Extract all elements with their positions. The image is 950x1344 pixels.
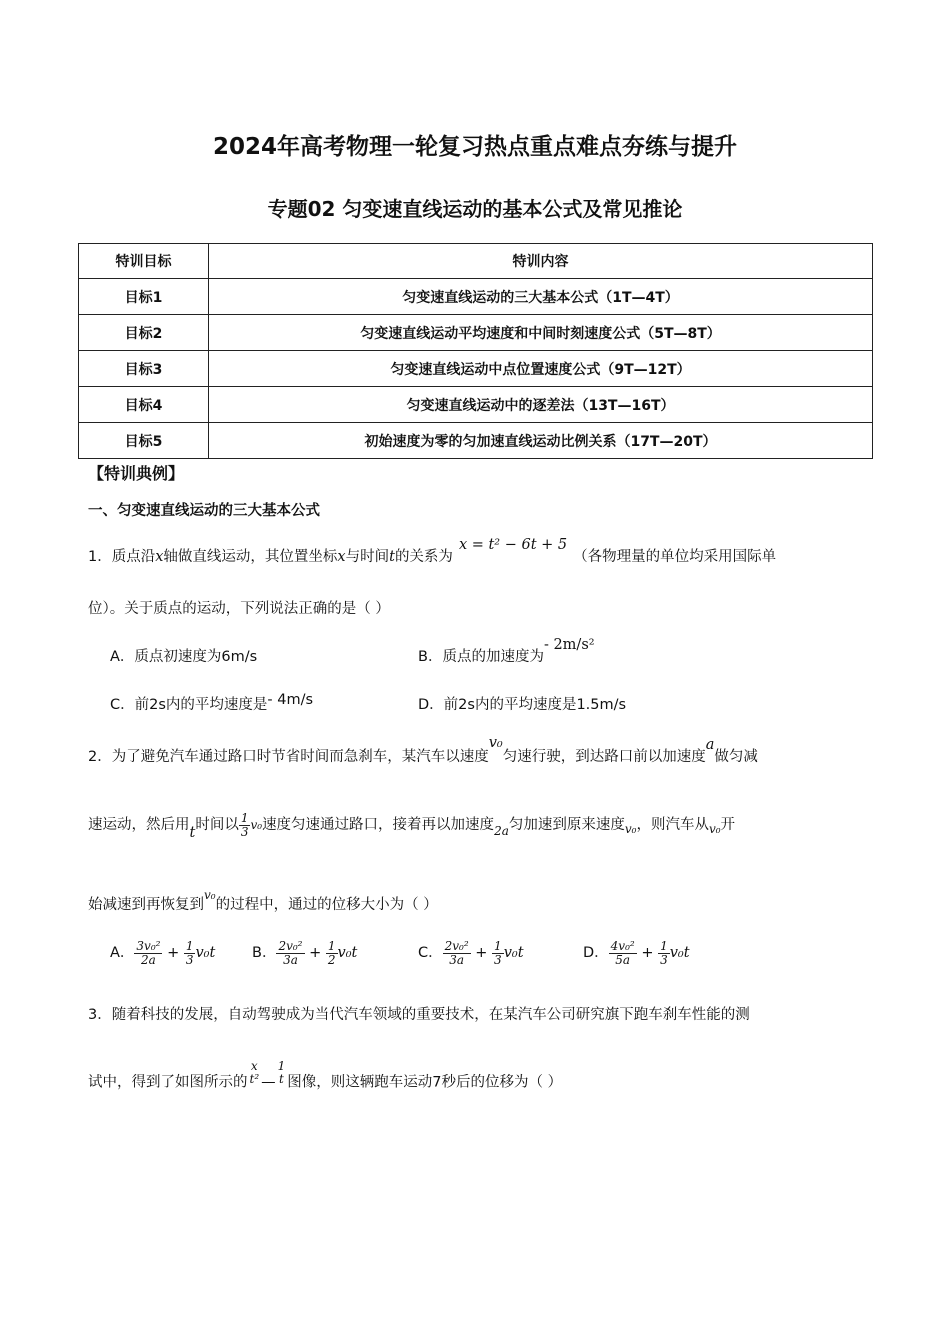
header-content: 特训内容	[209, 244, 873, 279]
one-over-t-fraction: 1 t	[277, 1059, 286, 1086]
content-cell: 初始速度为零的匀加速直线运动比例关系（17T—20T）	[209, 423, 873, 459]
q2-line2: 速运动，然后用t时间以 $\frac{1}{3}$ v₀速度匀速通过路口，接着再以加速度$_{2a}$匀加速到原来速度$_{v_0}$，则汽车从$_{v_0}$开	[88, 811, 736, 842]
goal-cell: 目标5	[79, 423, 209, 459]
goals-table	[78, 243, 873, 459]
q2-option-c: C． $\frac{\text{2v₀²}}{3a}$ + $\frac{1}{3}$ v₀t	[418, 939, 524, 967]
q1-option-a: A．质点初速度为6m/s	[110, 649, 258, 665]
content-cell: 匀变速直线运动平均速度和中间时刻速度公式（5T—8T）	[209, 315, 873, 351]
table-row	[79, 279, 873, 315]
goal-cell: 目标2	[79, 315, 209, 351]
q1-formula: x = t² − 6t + 5	[458, 537, 568, 553]
q2-option-b: B． $\frac{\text{2v₀²}}{3a}$ + $\frac{1}{2}$ v₀t	[252, 939, 358, 967]
content-cell: 匀变速直线运动中的逐差法（13T—16T）	[209, 387, 873, 423]
content-cell: 匀变速直线运动的三大基本公式（1T—4T）	[209, 279, 873, 315]
q1-line2: 位）。关于质点的运动，下列说法正确的是（ ）	[88, 601, 390, 617]
document-title: 2024年高考物理一轮复习热点重点难点夯练与提升	[212, 134, 737, 160]
q2-line1: 2．为了避免汽车通过路口时节省时间而急刹车，某汽车以速度v₀匀速行驶，到达路口前以加速度a做匀减	[88, 735, 758, 765]
table-row	[79, 315, 873, 351]
q3-line2: 试中，得到了如图所示的 x t² — 1 t 图像，则这辆跑车运动7秒后的位移为（ ）	[88, 1059, 563, 1091]
content-cell: 匀变速直线运动中点位置速度公式（9T—12T）	[209, 351, 873, 387]
table-row	[79, 351, 873, 387]
x-over-t2-fraction: x t²	[249, 1059, 260, 1086]
q1-option-d: D．前2s内的平均速度是1.5m/s	[418, 697, 627, 713]
section-heading: 【特训典例】	[88, 464, 185, 483]
q2-option-d: D． $\frac{\text{4v₀²}}{5a}$ + $\frac{1}{3}$ v₀t	[583, 939, 690, 967]
table-row	[79, 423, 873, 459]
part-title: 一、匀变速直线运动的三大基本公式	[88, 503, 320, 519]
table-header-row	[79, 244, 873, 279]
one-third-fraction: $\frac{1}{3}$	[240, 811, 249, 839]
q1-option-b: B．质点的加速度为- 2m/s²	[418, 637, 595, 665]
q2-option-a: A． $\frac{\text{3v₀²}}{2a}$ + $\frac{1}{3}$ v₀t	[110, 939, 216, 967]
table-row	[79, 387, 873, 423]
q2-line3: 始减速到再恢复到$^{v_0}$的过程中，通过的位移大小为（ ）	[88, 888, 438, 913]
q1-option-c: C．前2s内的平均速度是- 4m/s	[110, 692, 314, 713]
document-subtitle: 专题02 匀变速直线运动的基本公式及常见推论	[267, 197, 683, 221]
q1-line1: 1．质点沿x轴做直线运动，其位置坐标x与时间t的关系为x = t² − 6t + 5（各物理量的单位均采用国际单	[88, 537, 777, 565]
q3-line1: 3．随着科技的发展，自动驾驶成为当代汽车领域的重要技术，在某汽车公司研究旗下跑车刹车性能的测	[88, 1007, 750, 1023]
header-goal: 特训目标	[79, 244, 209, 279]
goal-cell: 目标3	[79, 351, 209, 387]
goal-cell: 目标4	[79, 387, 209, 423]
goal-cell: 目标1	[79, 279, 209, 315]
